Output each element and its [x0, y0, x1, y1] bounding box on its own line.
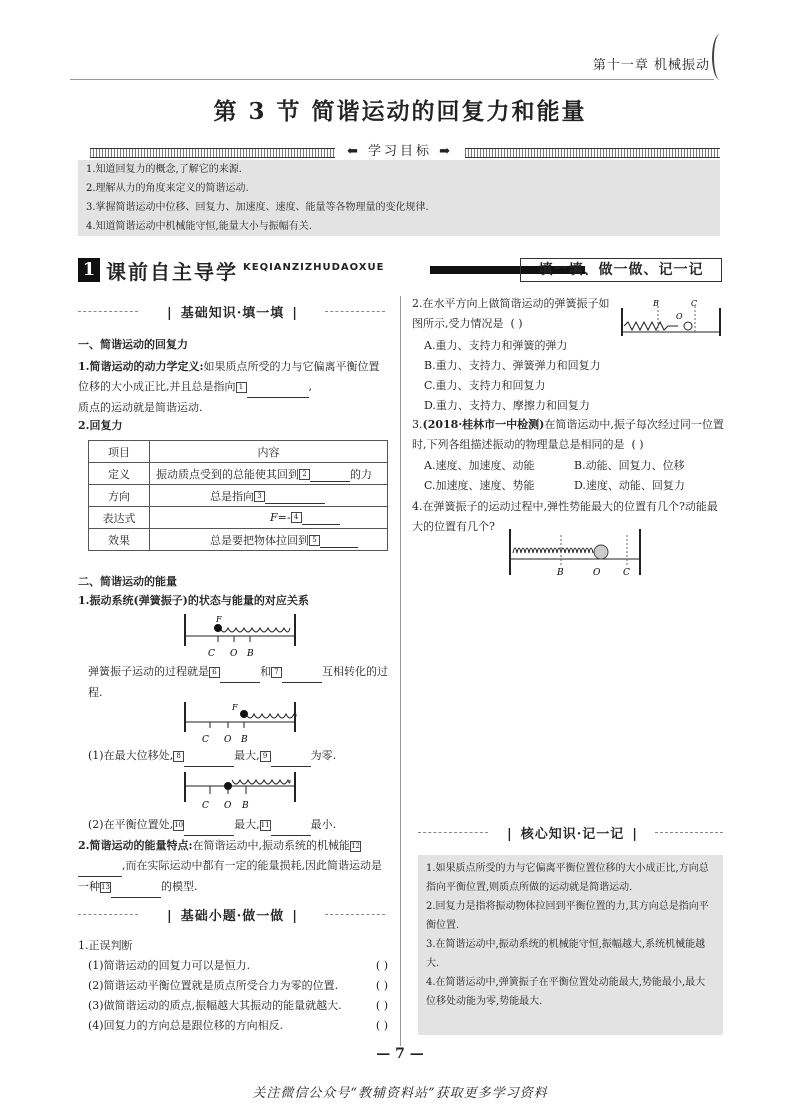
q3-option-a[interactable]: A.速度、加速度、动能	[424, 459, 535, 472]
subhead-rule	[655, 832, 723, 833]
restoring-force-table: 项目 内容 定义 振动质点受到的总能使其回到 2 的力 方向 总是指向 3 表达式 F=- 4 效果 总是要把物体拉回到 5	[88, 440, 388, 551]
judge-item: (4)回复力的方向总是跟位移的方向相反. ( )	[88, 1016, 388, 1036]
energy-conversion-text: 弹簧振子运动的过程就是 6 和 7 互相转化的过程.	[88, 662, 388, 703]
spring-figure-3	[180, 770, 300, 816]
q3-option-b[interactable]: B.动能、回复力、位移	[574, 459, 685, 472]
fig-label-c: C	[208, 649, 215, 659]
definition-paragraph: 1.简谐运动的动力学定义:如果质点所受的力与它偏离平衡位置位移的大小成正比,并且总是指向 1 , 质点的运动就是简谐运动.	[78, 360, 380, 414]
goal-item: 3.掌握简谐运动中位移、回复力、加速度、速度、能量等各物理量的变化规律.	[86, 202, 429, 213]
fig-label-o: O	[224, 735, 232, 745]
fig-label-o: O	[230, 649, 238, 659]
blank-6[interactable]	[220, 662, 260, 683]
core-item: 1.如果质点所受的力与它偏离平衡位置位移的大小成正比,方向总指向平衡位置,则质点所做的运动就是简谐运动.	[426, 863, 709, 893]
energy-subheading: 1.振动系统(弹簧振子)的状态与能量的对应关系	[78, 594, 309, 607]
subhead-basic-exercises: | 基础小题·做一做 |	[140, 905, 325, 924]
fig-label-f: F	[232, 703, 238, 712]
fig-label-b: B	[247, 649, 254, 659]
true-false-list	[88, 956, 388, 1036]
subhead-core-knowledge: | 核心知识·记一记 |	[490, 823, 655, 842]
goals-label: ⬅ 学习目标 ➡	[335, 140, 465, 159]
fig-label-c: C	[623, 568, 630, 578]
heading-energy: 二、简谐运动的能量	[78, 575, 177, 588]
core-knowledge-box	[418, 855, 723, 1035]
footer-note: 关注微信公众号“教辅资料站”获取更多学习资料	[252, 1086, 548, 1101]
energy-feature-paragraph: 2.简谐运动的能量特点:在简谐运动中,振动系统的机械能12 ,而在实际运动中都有一定的能量损耗,因此简谐运动是一种13 的模型.	[78, 836, 388, 898]
fig-label-b: B	[653, 299, 659, 308]
section-bar	[78, 258, 722, 282]
core-item: 3.在简谐运动中,振动系统的机械能守恒,振幅越大,系统机械能越大.	[426, 939, 706, 969]
subhead-rule	[78, 914, 138, 915]
blank-3[interactable]	[265, 490, 325, 504]
answer-paren[interactable]: ( )	[375, 959, 388, 972]
page-title: 第 3 节 简谐运动的回复力和能量	[213, 98, 587, 125]
q3-options	[424, 456, 724, 496]
heading-2: 2.回复力	[78, 419, 123, 432]
blank-7[interactable]	[282, 662, 322, 683]
blank-11[interactable]	[271, 815, 311, 836]
chapter-header: 第十一章 机械振动	[592, 58, 710, 73]
spring-figure-q2	[620, 298, 725, 342]
section-pinyin: KEQIANZIZHUDAOXUE	[243, 262, 385, 273]
fig-label-c: C	[691, 299, 698, 308]
q3-option-c[interactable]: C.加速度、速度、势能	[424, 479, 535, 492]
judge-item: (3)做简谐运动的质点,振幅越大其振动的能量就越大. ( )	[88, 996, 388, 1016]
header-rule	[70, 79, 714, 80]
answer-paren[interactable]: ( )	[631, 438, 644, 451]
spring-figure-1	[180, 612, 300, 662]
q3-option-d[interactable]: D.速度、动能、回复力	[574, 479, 685, 492]
blank-2[interactable]	[310, 468, 350, 482]
core-item: 2.回复力是指将振动物体拉回到平衡位置的力,其方向总是指向平衡位置.	[426, 901, 709, 931]
max-displacement-text: (1)在最大位移处, 8 最大, 9 为零.	[88, 746, 336, 767]
question-3: 3.(2018·桂林市一中检测)在简谐运动中,振子每次经过同一位置时,下列各组描述振动的物理量总是相同的是 ( )	[412, 418, 724, 451]
subhead-rule	[78, 311, 138, 312]
true-false-heading: 1.正误判断	[78, 939, 133, 952]
blank-13[interactable]	[111, 877, 161, 898]
fig-label-b: B	[241, 735, 248, 745]
header-curve	[712, 34, 728, 80]
fig-label-c: C	[202, 801, 209, 811]
subhead-rule	[418, 832, 488, 833]
judge-item: (2)简谐运动平衡位置就是质点所受合力为零的位置. ( )	[88, 976, 388, 996]
judge-item: (1)简谐运动的回复力可以是恒力. ( )	[88, 956, 388, 976]
column-divider	[400, 296, 401, 1046]
spring-figure-2	[180, 700, 300, 746]
core-item: 4.在简谐运动中,弹簧振子在平衡位置处动能最大,势能最小,最大位移处动能为零,势能最大.	[426, 977, 706, 1007]
answer-paren[interactable]: ( )	[375, 999, 388, 1012]
section-slogan: 填一填、做一做、记一记	[520, 258, 722, 282]
goal-item: 2.理解从力的角度来定义的简谐运动.	[86, 183, 249, 194]
fig-label-f: F	[216, 615, 222, 624]
q2-option-c[interactable]: C.重力、支持力和回复力	[424, 379, 546, 392]
subhead-rule	[325, 311, 385, 312]
goal-item: 1.知道回复力的概念,了解它的来源.	[86, 164, 242, 175]
section-number: 1	[78, 258, 100, 282]
q2-option-a[interactable]: A.重力、支持力和弹簧的弹力	[424, 339, 568, 352]
goals-box	[78, 160, 720, 236]
fig-label-o: O	[224, 801, 232, 811]
q2-option-d[interactable]: D.重力、支持力、摩擦力和回复力	[424, 399, 590, 412]
heading-restoring-force: 一、简谐运动的回复力	[78, 338, 188, 351]
question-2: 2.在水平方向上做简谐运动的弹簧振子如图所示,受力情况是 ( )	[412, 297, 610, 330]
blank-12[interactable]	[78, 856, 122, 877]
fig-label-o: O	[593, 568, 601, 578]
blank-8[interactable]	[184, 746, 234, 767]
answer-paren[interactable]: ( )	[375, 979, 388, 992]
spring-figure-q4	[505, 525, 645, 585]
blank-5[interactable]	[320, 534, 358, 548]
fig-label-b: B	[557, 568, 564, 578]
answer-paren[interactable]: ( )	[375, 1019, 388, 1032]
blank-1[interactable]	[247, 377, 309, 398]
blank-4[interactable]	[302, 511, 340, 525]
fig-label-b: B	[242, 801, 249, 811]
fig-label-o: O	[676, 312, 683, 321]
subhead-rule	[325, 914, 385, 915]
q2-options	[424, 336, 601, 416]
q2-option-b[interactable]: B.重力、支持力、弹簧弹力和回复力	[424, 359, 601, 372]
subhead-basic-knowledge: | 基础知识·填一填 |	[140, 302, 325, 321]
page-number: — 7 —	[376, 1046, 424, 1062]
blank-9[interactable]	[271, 746, 311, 767]
blank-10[interactable]	[184, 815, 234, 836]
section-name: 课前自主导学	[106, 260, 238, 284]
equilibrium-text: (2)在平衡位置处,10 最大,11 最小.	[88, 815, 336, 836]
goal-item: 4.知道简谐运动中机械能守恒,能量大小与振幅有关.	[86, 221, 312, 232]
question-4: 4.在弹簧振子的运动过程中,弹性势能最大的位置有几个?动能最大的位置有几个?	[412, 500, 718, 533]
answer-paren[interactable]: ( )	[510, 317, 523, 330]
fig-label-c: C	[202, 735, 209, 745]
